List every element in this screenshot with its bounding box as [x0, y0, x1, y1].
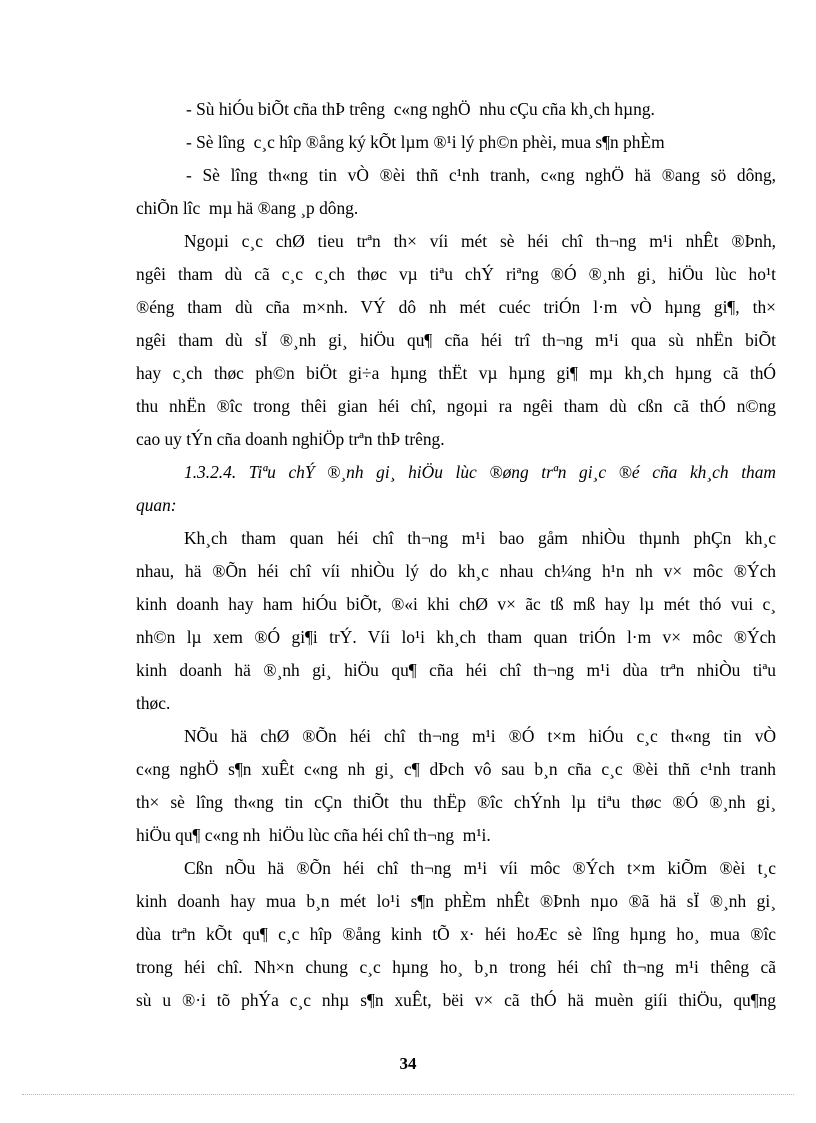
text-line: ®éng tham dù cña m×nh. VÝ dô nh mét cuéc triÓn l·m vÒ hµng gi¶, th×	[136, 297, 776, 317]
text-line: trong héi chî. Nh×n chung c¸c hµng ho¸ b¸n trong héi chî th¬ng m¹i thêng cã	[136, 957, 776, 977]
text-line: nhau, hä ®Õn héi chî víi nhiÒu lý do kh¸c nhau ch¼ng h¹n nh v× môc ®Ých	[136, 561, 776, 581]
text-line: - Sù hiÓu biÕt cña thÞ trêng c«ng nghÖ nhu cÇu cña kh¸ch hµng.	[186, 99, 655, 119]
body-text	[136, 93, 776, 1017]
text-line: nh©n lµ xem ®Ó gi¶i trÝ. Víi lo¹i kh¸ch tham quan triÓn l·m v× môc ®Ých	[136, 627, 776, 647]
text-line: kinh doanh hay ham hiÓu biÕt, ®«i khi chØ v× ãc tß mß hay lµ mét thó vui c¸	[136, 594, 776, 614]
text-line: dùa trªn kÕt qu¶ c¸c hîp ®ång kinh tÕ x· héi hoÆc sè lîng hµng ho¸ mua ®îc	[136, 924, 776, 944]
text-line: sù u ®·i tõ phÝa c¸c nhµ s¶n xuÊt, bëi v× cã thÓ hä muèn giíi thiÖu, qu¶ng	[136, 990, 776, 1010]
text-line: th× sè lîng th«ng tin cÇn thiÕt thu thËp ®îc chÝnh lµ tiªu thøc ®Ó ®¸nh gi¸	[136, 792, 776, 812]
text-line: ngêi tham dù sÏ ®¸nh gi¸ hiÖu qu¶ cña héi trî th¬ng m¹i qua sù nhËn biÕt	[136, 330, 776, 350]
text-line: hay c¸ch thøc ph©n biÖt gi÷a hµng thËt vµ hµng gi¶ mµ kh¸ch hµng cã thÓ	[136, 363, 776, 383]
footer-divider	[22, 1094, 794, 1095]
text-line: - Sè lîng c¸c hîp ®ång ký kÕt lµm ®¹i lý ph©n phèi, mua s¶n phÈm	[186, 132, 665, 152]
text-line: c«ng nghÖ s¶n xuÊt c«ng nh gi¸ c¶ dÞch vô sau b¸n cña c¸c ®èi thñ c¹nh tranh	[136, 759, 776, 779]
text-line: chiÕn lîc mµ hä ®ang ¸p dông.	[136, 198, 359, 218]
text-line: cao uy tÝn cña doanh nghiÖp trªn thÞ trêng.	[136, 429, 445, 449]
text-line: - Sè lîng th«ng tin vÒ ®èi thñ c¹nh tranh, c«ng nghÖ hä ®ang sö dông,	[186, 165, 776, 185]
paragraph-start: Ngoµi c¸c chØ tieu trªn th× víi mét sè héi chî th¬ng m¹i nhÊt ®Þnh,	[184, 231, 776, 251]
text-line: thøc.	[136, 693, 171, 713]
text-line: kinh doanh hay mua b¸n mét lo¹i s¶n phÈm nhÊt ®Þnh nµo ®ã hä sÏ ®¸nh gi¸	[136, 891, 776, 911]
page-number: 34	[399, 1054, 417, 1073]
text-line: thu nhËn ®îc trong thêi gian héi chî, ngoµi ra ngêi tham dù cßn cã thÓ n©ng	[136, 396, 776, 416]
paragraph-start: NÕu hä chØ ®Õn héi chî th¬ng m¹i ®Ó t×m hiÓu c¸c th«ng tin vÒ	[184, 726, 776, 746]
text-line: hiÖu qu¶ c«ng nh hiÖu lùc cña héi chî th¬ng m¹i.	[136, 825, 491, 845]
section-heading: 1.3.2.4. Tiªu chÝ ®¸nh gi¸ hiÖu lùc ®øng trªn gi¸c ®é cña kh¸ch tham	[184, 462, 776, 482]
section-heading-cont: quan:	[136, 495, 177, 515]
paragraph-start: Kh¸ch tham quan héi chî th¬ng m¹i bao gåm nhiÒu thµnh phÇn kh¸c	[184, 528, 776, 548]
text-line: ngêi tham dù cã c¸c c¸ch thøc vµ tiªu chÝ riªng ®Ó ®¸nh gi¸ hiÖu lùc ho¹t	[136, 264, 776, 284]
text-line: kinh doanh hä ®¸nh gi¸ hiÖu qu¶ cña héi chî th¬ng m¹i dùa trªn nhiÒu tiªu	[136, 660, 776, 680]
paragraph-start: Cßn nÕu hä ®Õn héi chî th¬ng m¹i víi môc ®Ých t×m kiÕm ®èi t¸c	[184, 858, 776, 878]
